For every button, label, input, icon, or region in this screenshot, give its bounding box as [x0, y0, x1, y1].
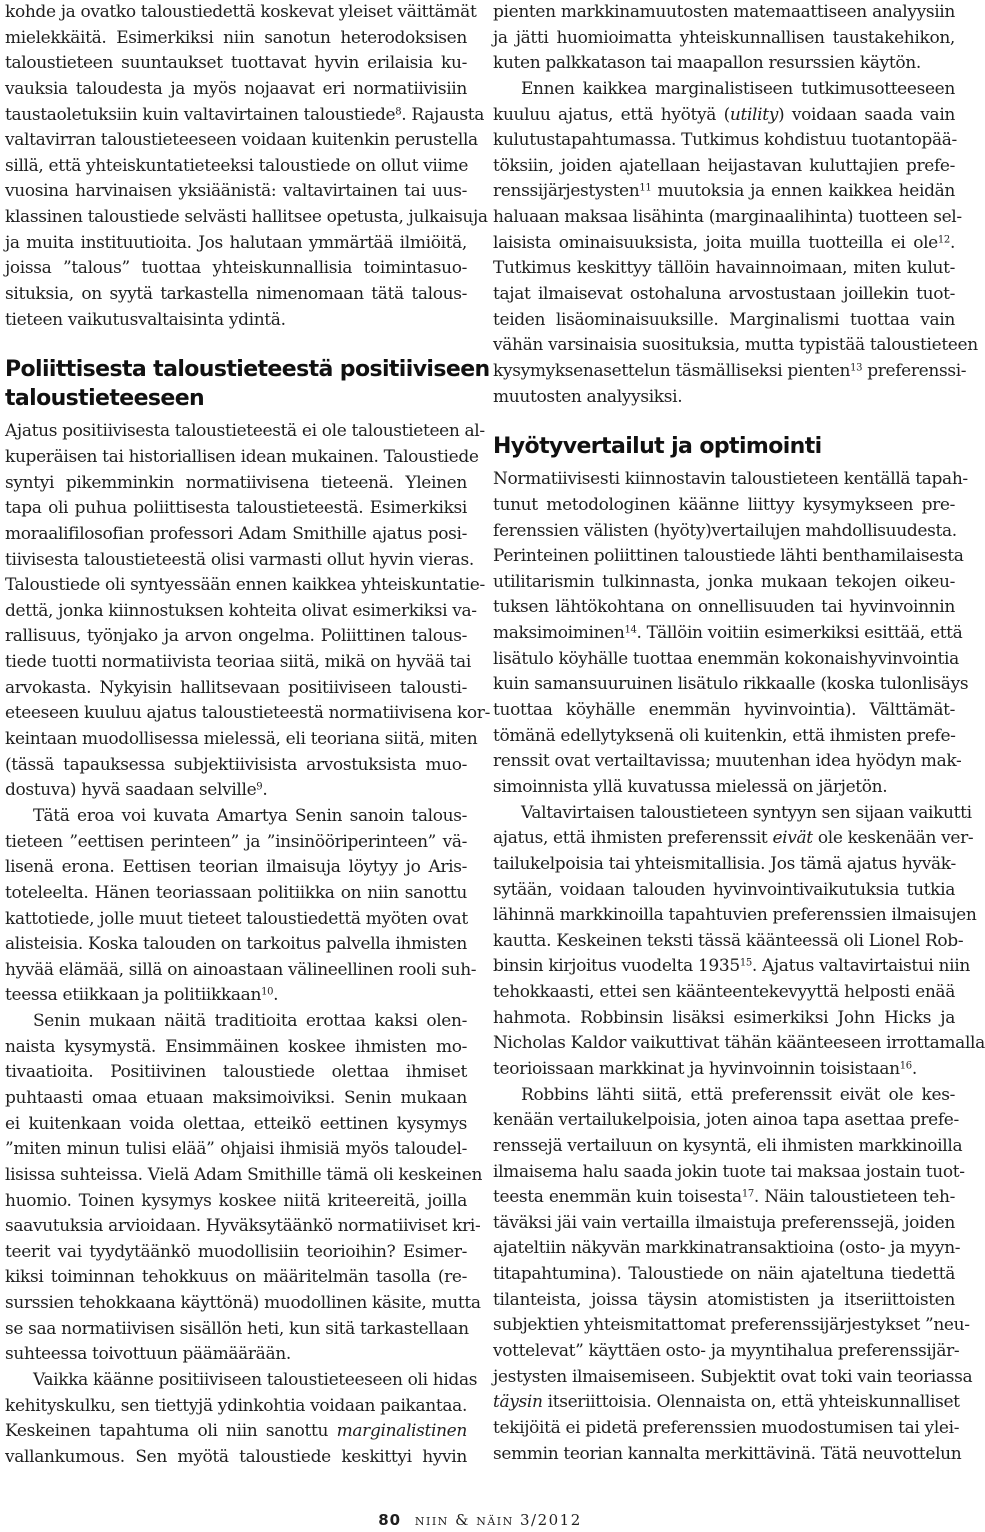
line-text: tuksen lähtökohtana on onnellisuuden tai hyvinvoinnin	[493, 597, 955, 618]
right-column	[493, 0, 985, 1467]
line-text: syntyi pikemminkin normatiivisena tieteenä. Yleinen	[5, 472, 467, 493]
line-text: teerit vai tyydytäänkö muodollisiin teorioihin? Esimer-	[5, 1241, 467, 1262]
line-text: teorioissaan markkinat ja hyvinvoinnin toisistaan	[493, 1058, 900, 1079]
footnote-ref: 14	[624, 624, 637, 636]
text-line	[5, 599, 477, 625]
text-line	[493, 724, 955, 750]
line-text: ferenssien välisten (hyöty)vertailujen mahdollisuudesta.	[493, 520, 957, 541]
italic-term: marginalistinen	[336, 1421, 467, 1442]
line-text-tail: . Rajausta	[401, 104, 484, 125]
text-line	[5, 1086, 467, 1112]
line-text: suhteessa toivottuun päämäärään.	[5, 1344, 291, 1365]
line-text: vähän varsinaisia suosituksia, mutta typistää taloustieteen	[493, 335, 978, 356]
text-line	[493, 77, 955, 103]
text-line	[5, 522, 467, 548]
text-line	[5, 0, 477, 26]
line-text: pienten markkinamuutosten matemaattiseen analyysiin	[493, 2, 955, 22]
text-line	[5, 1317, 467, 1343]
page-footer	[0, 1508, 960, 1532]
text-line	[493, 231, 955, 257]
line-text: maksimoiminen	[493, 623, 625, 644]
line-text: hyvää elämää, sillä on ainoastaan välineellinen rooli suh-	[5, 959, 477, 980]
line-text: kenään vertailukelpoisia, joten ainoa tapa asettaa prefe-	[493, 1110, 959, 1131]
line-text: ”miten minun tulisi elää” ohjaisi ihmisiä myös taloudel-	[5, 1139, 467, 1160]
text-line	[493, 1236, 961, 1262]
line-text: kautta. Keskeinen teksti tässä käänteessä oli Lionel Rob-	[493, 930, 964, 951]
text-line	[493, 1339, 960, 1365]
footnote-ref: 8	[395, 106, 402, 118]
text-line	[493, 1288, 955, 1314]
line-text: kiksi toiminnan tehokkuus on määritelmän tasolla (re-	[5, 1267, 467, 1288]
text-line	[5, 154, 467, 180]
magazine-issue: niin & näin 3/2012	[414, 1511, 582, 1529]
line-text: lisätulo köyhälle tuottaa enemmän kokonaishyvinvointia	[493, 648, 959, 669]
line-text: renssijärjestysten	[493, 181, 640, 202]
text-line	[5, 727, 478, 753]
text-line	[5, 855, 467, 881]
line-text: valtavirran taloustieteeseen voidaan kuitenkin perustella	[5, 130, 478, 151]
line-text-tail: . Tällöin voitiin esimerkiksi esittää, että	[636, 623, 963, 644]
line-text-tail: . Ajatus valtavirtaistui niin	[751, 956, 970, 977]
footnote-ref: 17	[741, 1188, 754, 1200]
text-line	[493, 1313, 970, 1339]
line-text: lähinnä markkinoilla tapahtuvien preferenssien ilmaisujen	[493, 905, 977, 926]
text-line	[5, 676, 467, 702]
text-line	[5, 1009, 467, 1035]
text-line	[5, 1214, 481, 1240]
line-text: tieteen vaikutusvaltaisinta ydintä.	[5, 309, 286, 330]
text-line	[493, 878, 955, 904]
line-text: ajatus, että ihmisten preferenssit	[493, 828, 773, 849]
line-text: tajat ilmaisevat ostohaluna arvostustaan joillekin tuot-	[493, 284, 955, 305]
line-text: kulutustapahtumassa. Tutkimus kohdistuu tuotantopää-	[493, 130, 957, 151]
line-text-tail: .	[262, 780, 268, 801]
line-text: tuottaa köyhälle enemmän hyvinvointia). Välttämät-	[493, 700, 955, 721]
line-text: joissa ”talous” tuottaa yhteiskunnallisia toimintasuo-	[5, 258, 467, 279]
footnote-ref: 15	[739, 957, 752, 969]
line-text: rallisuus, työnjako ja arvon ongelma. Poliittinen talous-	[5, 626, 467, 647]
line-text: tiivisesta taloustieteestä olisi varmasti ollut hyvin vieras.	[5, 549, 474, 570]
line-text: laisista ominaisuuksista, joita muilla tuotteilla ei ole	[493, 232, 938, 253]
footnote-ref: 10	[261, 986, 274, 998]
section-heading: Hyötyvertailut ja optimointi	[493, 434, 822, 460]
line-text-tail: itseriittoisia. Olennaista on, että yhteiskunnalliset	[542, 1392, 960, 1413]
line-text: Robbins lähti siitä, että preferenssit eivät ole kes-	[521, 1084, 955, 1105]
text-line	[493, 1185, 955, 1211]
text-line	[5, 778, 467, 804]
text-line	[493, 308, 955, 334]
section-heading: taloustieteeseen	[5, 386, 205, 412]
line-text-tail: preferenssi-	[862, 360, 967, 381]
text-line	[493, 26, 955, 52]
line-text: hahmota. Robbinsin lisäksi esimerkiksi John Hicks ja	[493, 1007, 955, 1028]
line-text: moraalifilosofian professori Adam Smithille ajatus posi-	[5, 523, 467, 544]
text-line	[5, 77, 467, 103]
text-line	[493, 103, 955, 129]
text-line	[5, 51, 467, 77]
text-line	[5, 308, 467, 334]
text-line	[5, 983, 467, 1009]
line-text: lisenä erona. Eettisen teorian ilmaisuja löytyy jo Aris-	[5, 857, 467, 878]
line-text: taustaoletuksiin kuin valtavirtainen taloustiede	[5, 104, 396, 125]
text-line	[493, 205, 962, 231]
text-line	[5, 419, 485, 445]
text-line	[5, 881, 467, 907]
text-line	[493, 1160, 965, 1186]
line-text: huomio. Toinen kysymys koskee niitä kriteereitä, joilla	[5, 1190, 467, 1211]
line-text: Tutkimus keskittyy tällöin havainnoimaan, miten kulut-	[493, 258, 955, 279]
line-text: tilanteista, joissa täysin atomististen ja itseriittoisten	[493, 1289, 955, 1310]
line-text: kuten palkkatason tai maapallon resurssien käytön.	[493, 53, 921, 74]
line-text: Taloustiede oli syntyessään ennen kaikkea yhteiskuntatie-	[5, 575, 485, 596]
line-text: renssejä vertailuun on kysyntä, eli ihmisten markkinoilla	[493, 1135, 963, 1156]
line-text: tailukelpoisia tai yhteismitallisia. Jos tämä ajatus hyväk-	[493, 853, 956, 874]
line-text: töksiin, joiden ajatellaan heijastavan kuluttajien prefe-	[493, 155, 955, 176]
italic-term: eivät	[772, 828, 813, 849]
text-line	[493, 698, 955, 724]
line-text: arvokasta. Nykyisin hallitsevaan positiiviseen talousti-	[5, 677, 467, 698]
text-line	[493, 256, 955, 282]
text-line	[5, 1445, 467, 1471]
line-text: utilitarismin tulkinnasta, jonka mukaan tekojen oikeu-	[493, 571, 955, 592]
spacer	[5, 333, 467, 355]
text-line	[5, 1394, 467, 1420]
line-text: kuperäisen tai historiallisen idean mukainen. Taloustiede	[5, 446, 479, 467]
line-text: Keskeinen tapahtuma oli niin sanottu	[5, 1421, 337, 1442]
text-line	[493, 929, 964, 955]
text-line	[5, 282, 467, 308]
text-line	[493, 154, 955, 180]
text-line	[5, 804, 467, 830]
text-line	[5, 624, 467, 650]
text-line	[5, 256, 467, 282]
text-line	[493, 1108, 959, 1134]
line-text: vallankumous. Sen myötä taloustiede keskittyi hyvin	[5, 1446, 467, 1467]
line-text: eteeseen kuuluu ajatus taloustieteestä normatiivisena kor-	[5, 703, 490, 724]
line-text: situksia, on syytä tarkastella nimenomaan tätä talous-	[5, 284, 467, 305]
page-number: 80	[378, 1511, 402, 1529]
line-text: Valtavirtaisen taloustieteen syntyyn sen sijaan vaikutti	[521, 802, 972, 823]
footnote-ref: 9	[256, 781, 263, 793]
line-text: kehityskulku, sen tiettyjä ydinkohtia voidaan paikantaa.	[5, 1395, 467, 1416]
text-line	[493, 1390, 960, 1416]
text-line	[493, 749, 962, 775]
italic-term: täysin	[493, 1392, 543, 1413]
line-text: Perinteinen poliittinen taloustiede lähti benthamilaisesta	[493, 546, 964, 567]
text-line	[493, 493, 955, 519]
text-line	[5, 231, 467, 257]
line-text: binsin kirjoitus vuodelta 1935	[493, 956, 740, 977]
line-text: ajateltiin näkyvän markkinatransaktioina (osto- ja myyn-	[493, 1238, 961, 1259]
line-text: tiede tuotti normatiivista teoriaa siitä, mikä on hyvää tai	[5, 652, 471, 673]
line-text: keintaan muodollisessa mielessä, eli teoriana siitä, miten	[5, 729, 478, 750]
italic-term: utility	[729, 104, 778, 125]
text-line	[493, 980, 955, 1006]
text-line	[5, 26, 467, 52]
text-line	[493, 467, 968, 493]
line-text: jestysten ilmaisemiseen. Subjektit ovat toki vain teoriassa	[493, 1366, 973, 1387]
line-text: klassinen taloustiede selvästi hallitsee opetusta, julkaisuja	[5, 207, 488, 228]
text-line	[493, 1442, 962, 1468]
line-text: renssit ovat vertailtavissa; muutenhan idea hyödyn mak-	[493, 751, 962, 772]
line-text: tehokkaasti, ettei sen käänteentekevyyttä helposti enää	[493, 982, 955, 1003]
text-line	[5, 907, 467, 933]
text-line	[493, 544, 964, 570]
text-line	[493, 647, 959, 673]
section-heading: Poliittisesta taloustieteestä positiiviseen	[5, 357, 490, 383]
text-line	[5, 103, 484, 129]
text-line	[5, 445, 479, 471]
line-text: tapa oli puhua poliittisesta taloustieteestä. Esimerkiksi	[5, 498, 467, 519]
line-text: teessa etiikkaan ja politiikkaan	[5, 985, 262, 1006]
line-text: teesta enemmän kuin toisesta	[493, 1187, 742, 1208]
line-text: Ennen kaikkea marginalistiseen tutkimusotteeseen	[521, 78, 955, 99]
text-line	[493, 1211, 955, 1237]
line-text: muutosten analyysiksi.	[493, 386, 683, 407]
text-line	[493, 385, 955, 411]
text-line	[493, 903, 977, 929]
text-line	[493, 595, 955, 621]
line-text: alisteisia. Koska talouden on tarkoitus palvella ihmisten	[5, 934, 467, 955]
line-text: ilmaisema halu saada jokin tuote tai maksaa jostain tuot-	[493, 1161, 965, 1182]
line-text: täväksi jäi vain vertailla ilmaistuja preferenssejä, joiden	[493, 1212, 955, 1233]
line-text-tail: ) voidaan saada vain	[777, 104, 956, 125]
text-line	[5, 205, 488, 231]
text-line	[5, 753, 467, 779]
spacer	[493, 410, 955, 432]
text-line	[493, 954, 970, 980]
text-line	[5, 1163, 483, 1189]
line-text: Nicholas Kaldor vaikuttivat tähän käänteeseen irrottamalla	[493, 1033, 985, 1054]
text-line	[5, 548, 474, 574]
line-text: taloustieteen suuntaukset tuottavat hyvin erilaisia ku-	[5, 53, 467, 74]
line-text: semmin teorian kannalta merkittävinä. Tätä neuvottelun	[493, 1443, 962, 1464]
line-text: ei kuitenkaan voida olettaa, etteikö eettinen kysymys	[5, 1113, 467, 1134]
line-text: surssien tehokkaana käyttönä) muodollinen käsite, mutta	[5, 1293, 481, 1314]
text-line	[5, 471, 467, 497]
line-text: ja muita instituutioita. Jos halutaan ymmärtää ilmiöitä,	[5, 232, 467, 253]
line-text: Vaikka käänne positiiviseen taloustieteeseen oli hidas	[33, 1370, 478, 1391]
footnote-ref: 11	[639, 182, 652, 194]
line-text-tail: .	[911, 1058, 917, 1079]
footnote-ref: 13	[850, 362, 863, 374]
text-line	[493, 179, 955, 205]
line-text: kuuluu ajatus, että hyötyä (	[493, 104, 730, 125]
line-text-tail: . Näin taloustieteen teh-	[753, 1187, 955, 1208]
line-text: se saa normatiivisen sisällön heti, kun sitä tarkastellaan	[5, 1318, 469, 1339]
line-text-tail: .	[273, 985, 279, 1006]
text-line	[493, 359, 967, 385]
line-text: (tässä tapauksessa subjektiivisista arvostuksista muo-	[5, 754, 467, 775]
line-text: vuosina harvinaisen yksiäänistä: valtavirtainen tai uus-	[5, 181, 467, 202]
left-column	[5, 0, 490, 1471]
text-line	[5, 1060, 467, 1086]
line-text: teiden lisäominaisuuksille. Marginalismi tuottaa vain	[493, 309, 955, 330]
line-text-tail: muutoksia ja ennen kaikkea heidän	[651, 181, 955, 202]
line-text: kuin samansuuruinen lisätulo rikkaalle (koska tulonlisäys	[493, 674, 969, 695]
line-text: Senin mukaan näitä traditioita erottaa kaksi olen-	[33, 1011, 467, 1032]
line-text: vottelevat” käyttäen osto- ja myyntihalua preferenssijär-	[493, 1341, 960, 1362]
line-text: tömänä edellytyksenä oli kuitenkin, että ihmisten prefe-	[493, 725, 956, 746]
text-line	[493, 1365, 973, 1391]
line-text: titapahtumina). Taloustiede on näin ajateltuna tiedettä	[493, 1264, 955, 1285]
text-line	[5, 179, 467, 205]
text-line	[493, 775, 955, 801]
line-text: kohde ja ovatko taloustiedettä koskevat yleiset väittämät	[5, 2, 477, 22]
text-line	[5, 650, 471, 676]
text-line	[5, 1189, 467, 1215]
text-line	[5, 958, 477, 984]
text-line	[493, 333, 978, 359]
line-text: haluaan maksaa lisähinta (marginaalihinta) tuotteen sel-	[493, 207, 962, 228]
line-text: puhtaasti omaa etuaan maksimoiviksi. Senin mukaan	[5, 1087, 467, 1108]
line-text: dostuva) hyvä saadaan selville	[5, 780, 257, 801]
line-text: dettä, jonka kiinnostuksen kohteita olivat esimerkiksi va-	[5, 600, 477, 621]
line-text: simoinnista yllä kuvatussa mielessä on järjetön.	[493, 776, 888, 797]
line-text: tunut metodologinen käänne liittyy kysymykseen pre-	[493, 494, 955, 515]
line-text: Tätä eroa voi kuvata Amartya Senin sanoin talous-	[33, 805, 467, 826]
line-text: Ajatus positiivisesta taloustieteestä ei ole taloustieteen al-	[5, 421, 485, 442]
text-line	[5, 496, 467, 522]
line-text: Normatiivisesti kiinnostavin taloustieteen kentällä tapah-	[493, 469, 968, 490]
text-line	[5, 1240, 467, 1266]
line-text: naista kysymystä. Ensimmäinen koskee ihmisten mo-	[5, 1036, 467, 1057]
text-line	[493, 1083, 955, 1109]
text-line	[493, 51, 955, 77]
line-text: ja jätti huomioimatta yhteiskunnallisen taustakehikon,	[493, 27, 955, 48]
text-line	[5, 128, 478, 154]
text-line	[493, 282, 955, 308]
text-line	[5, 1419, 467, 1445]
line-text-tail: ole keskenään ver-	[812, 828, 974, 849]
text-line	[5, 1291, 481, 1317]
line-text: tekijöitä ei pidetä preferenssien muodostumisen tai ylei-	[493, 1417, 960, 1438]
text-line	[493, 0, 955, 26]
text-line	[493, 570, 955, 596]
footnote-ref: 12	[937, 234, 950, 246]
line-text: kattotiede, jolle muut tieteet taloustiedettä myöten ovat	[5, 908, 468, 929]
text-line	[493, 1057, 955, 1083]
text-line	[493, 1416, 960, 1442]
line-text-tail: .	[949, 232, 955, 253]
text-line	[5, 1342, 467, 1368]
text-line	[5, 1368, 478, 1394]
text-line	[5, 1112, 467, 1138]
line-text: sillä, että yhteiskuntatieteeksi taloustiede on ollut viime	[5, 155, 469, 176]
text-line	[5, 701, 490, 727]
text-line	[493, 1006, 955, 1032]
line-text: toteleelta. Hänen teoriassaan politiikka on niin sanottu	[5, 882, 467, 903]
line-text: kysymyksenasettelun täsmälliseksi pienten	[493, 360, 851, 381]
line-text: tivaatioita. Positiivinen taloustiede olettaa ihmiset	[5, 1062, 467, 1083]
text-line	[493, 801, 972, 827]
line-text: mielekkäitä. Esimerkiksi niin sanotun heterodoksisen	[5, 27, 467, 48]
text-line	[5, 932, 467, 958]
footnote-ref: 16	[899, 1060, 912, 1072]
text-line	[5, 830, 467, 856]
line-text: vauksia taloudesta ja myös nojaavat eri normatiivisiin	[5, 78, 467, 99]
line-text: subjektien yhteismitattomat preferenssijärjestykset ”neu-	[493, 1315, 970, 1336]
text-line	[493, 128, 955, 154]
text-line	[493, 1031, 985, 1057]
text-line	[493, 621, 963, 647]
text-line	[493, 1262, 955, 1288]
text-line	[5, 1137, 467, 1163]
text-line	[5, 573, 485, 599]
text-line	[493, 519, 955, 545]
line-text: tieteen ”eettisen perinteen” ja ”insinööriperinteen” vä-	[5, 831, 467, 852]
text-line	[493, 826, 974, 852]
text-line	[5, 1265, 467, 1291]
line-text: saavutuksia arvioidaan. Hyväksytäänkö normatiiviset kri-	[5, 1216, 481, 1237]
line-text: lisissa suhteissa. Vielä Adam Smithille tämä oli keskeinen	[5, 1164, 483, 1185]
text-line	[493, 852, 955, 878]
text-line	[493, 672, 969, 698]
line-text: sytään, voidaan talouden hyvinvointivaikutuksia tutkia	[493, 879, 955, 900]
text-line	[5, 1035, 467, 1061]
text-line	[493, 1134, 963, 1160]
